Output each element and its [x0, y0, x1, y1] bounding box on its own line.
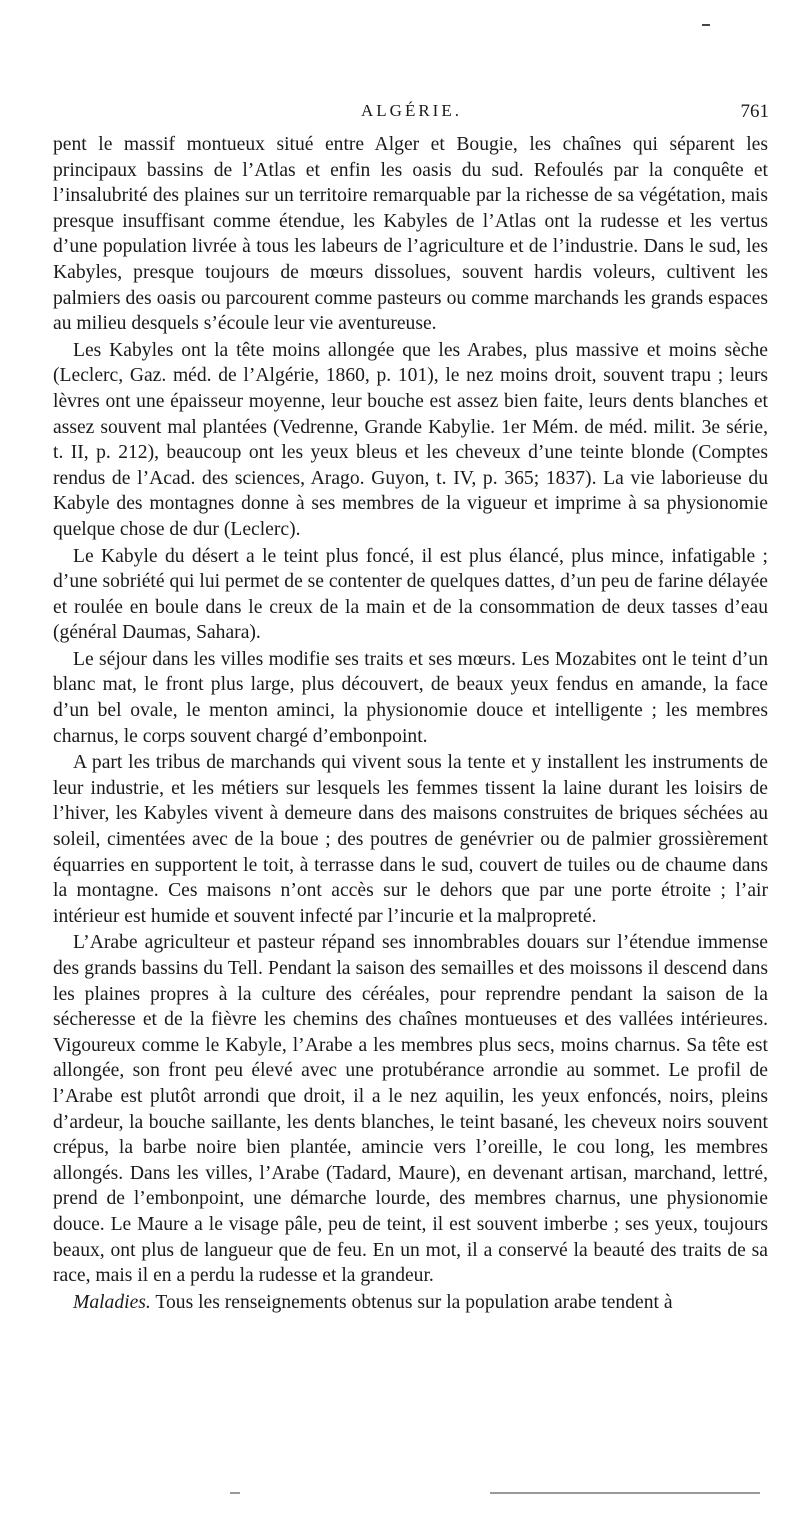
body-text [53, 132, 768, 1315]
footer-print-marks [200, 1490, 760, 1496]
footer-mark [490, 1492, 760, 1494]
paragraph-3: Le Kabyle du désert a le teint plus foncé, il est plus élancé, plus mince, infatigable ; d’une sobriété qui lui permet de se contenter de quelques dattes, d’un peu de farine délayée et roulée en boule dans le creux de la main et de la consommation de deux tasses d’eau (général Daumas, Sahara). [53, 545, 768, 644]
page-header [54, 95, 769, 127]
paragraph-6: L’Arabe agriculteur et pasteur répand ses innombrables douars sur l’étendue immense des grands bassins du Tell. Pendant la saison des semailles et des moissons il descend dans les plaines propres à la culture des céréales, pour reprendre pendant la saison de la sécheresse et de la fièvre les chemins des chaînes montueuses et des vallées intérieures. Vigoureux comme le Kabyle, l’Arabe a les membres plus secs, moins charnus. Sa tête est allongée, son front peu élevé avec une protubérance arrondie au sommet. Le profil de l’Arabe est plutôt arrondi que droit, il a le nez aquilin, les yeux enfoncés, noirs, pleins d’ardeur, la bouche saillante, les dents blanches, le teint basané, les cheveux noirs souvent crépus, la barbe noire bien plantée, amincie vers l’oreille, le cou long, les membres allongés. Dans les villes, l’Arabe (Tadard, Maure), en devenant artisan, marchand, lettré, prend de l’embonpoint, une démarche lourde, des membres charnus, une physionomie douce. Le Maure a le visage pâle, peu de teint, il est souvent imberbe ; ses yeux, toujours beaux, ont plus de langueur que de feu. En un mot, il a conservé la beauté des traits de sa race, mais il en a perdu la rudesse et la grandeur. [53, 932, 768, 1287]
paragraph-2: Les Kabyles ont la tête moins allongée que les Arabes, plus massive et moins sèche (Leclerc, Gaz. méd. de l’Algérie, 1860, p. 101), le nez moins droit, souvent trapu ; leurs lèvres ont une épaisseur moyenne, leur bouche est assez bien faite, leurs dents blanches et assez souvent mal plantées (Vedrenne, Grande Kabylie. 1er Mém. de méd. milit. 3e série, t. II, p. 212), beaucoup ont les yeux bleus et les cheveux d’une teinte blonde (Comptes rendus de l’Acad. des sciences, Arago. Guyon, t. IV, p. 365; 1837). La vie laborieuse du Kabyle des montagnes donne à ses membres de la vigueur et imprime à sa physionomie quelque chose de dur (Leclerc). [53, 339, 768, 540]
top-margin-mark [702, 24, 710, 26]
footer-mark [230, 1492, 240, 1494]
paragraph-5: A part les tribus de marchands qui vivent sous la tente et y installent les instruments de leur industrie, et les métiers sur lesquels les femmes tissent la laine durant les loisirs de l’hiver, les Kabyles vivent à demeure dans des maisons construites de briques séchées au soleil, cimentées avec de la boue ; des poutres de genévrier ou de palmier grossièrement équarries en supportent le toit, à terrasse dans le sud, couvert de tuiles ou de chaume dans la montagne. Ces maisons n’ont accès sur le dehors que par une porte étroite ; l’air intérieur est humide et souvent infecté par l’incurie et la malpropreté. [53, 752, 768, 927]
running-head: ALGÉRIE. [361, 101, 462, 120]
paragraph-7 [53, 1290, 768, 1316]
paragraph-7-text: Tous les renseignements obtenus sur la population arabe tendent à [150, 1291, 673, 1313]
paragraph-1: pent le massif montueux situé entre Alger et Bougie, les chaînes qui séparent les principaux bassins de l’Atlas et enfin les oasis du sud. Refoulés par la conquête et l’insalubrité des plaines sur un territoire remarquable par la richesse de sa végétation, mais presque insuffisant comme étendue, les Kabyles de l’Atlas ont la rudesse et les vertus d’une population livrée à tous les labeurs de l’agriculture et de l’industrie. Dans le sud, les Kabyles, presque toujours de mœurs dissolues, souvent hardis voleurs, cultivent les palmiers des oasis ou parcourent comme pasteurs ou comme marchands les grands espaces au milieu desquels s’écoule leur vie aventureuse. [53, 134, 768, 335]
section-lead-maladies: Maladies. [73, 1291, 151, 1313]
page-number: 761 [740, 101, 769, 122]
paragraph-4: Le séjour dans les villes modifie ses traits et ses mœurs. Les Mozabites ont le teint d’un blanc mat, le front plus large, plus découvert, de beaux yeux fendus en amande, la face d’un bel ovale, le menton aminci, la physionomie douce et intelligente ; les membres charnus, le corps souvent chargé d’embonpoint. [53, 648, 768, 747]
